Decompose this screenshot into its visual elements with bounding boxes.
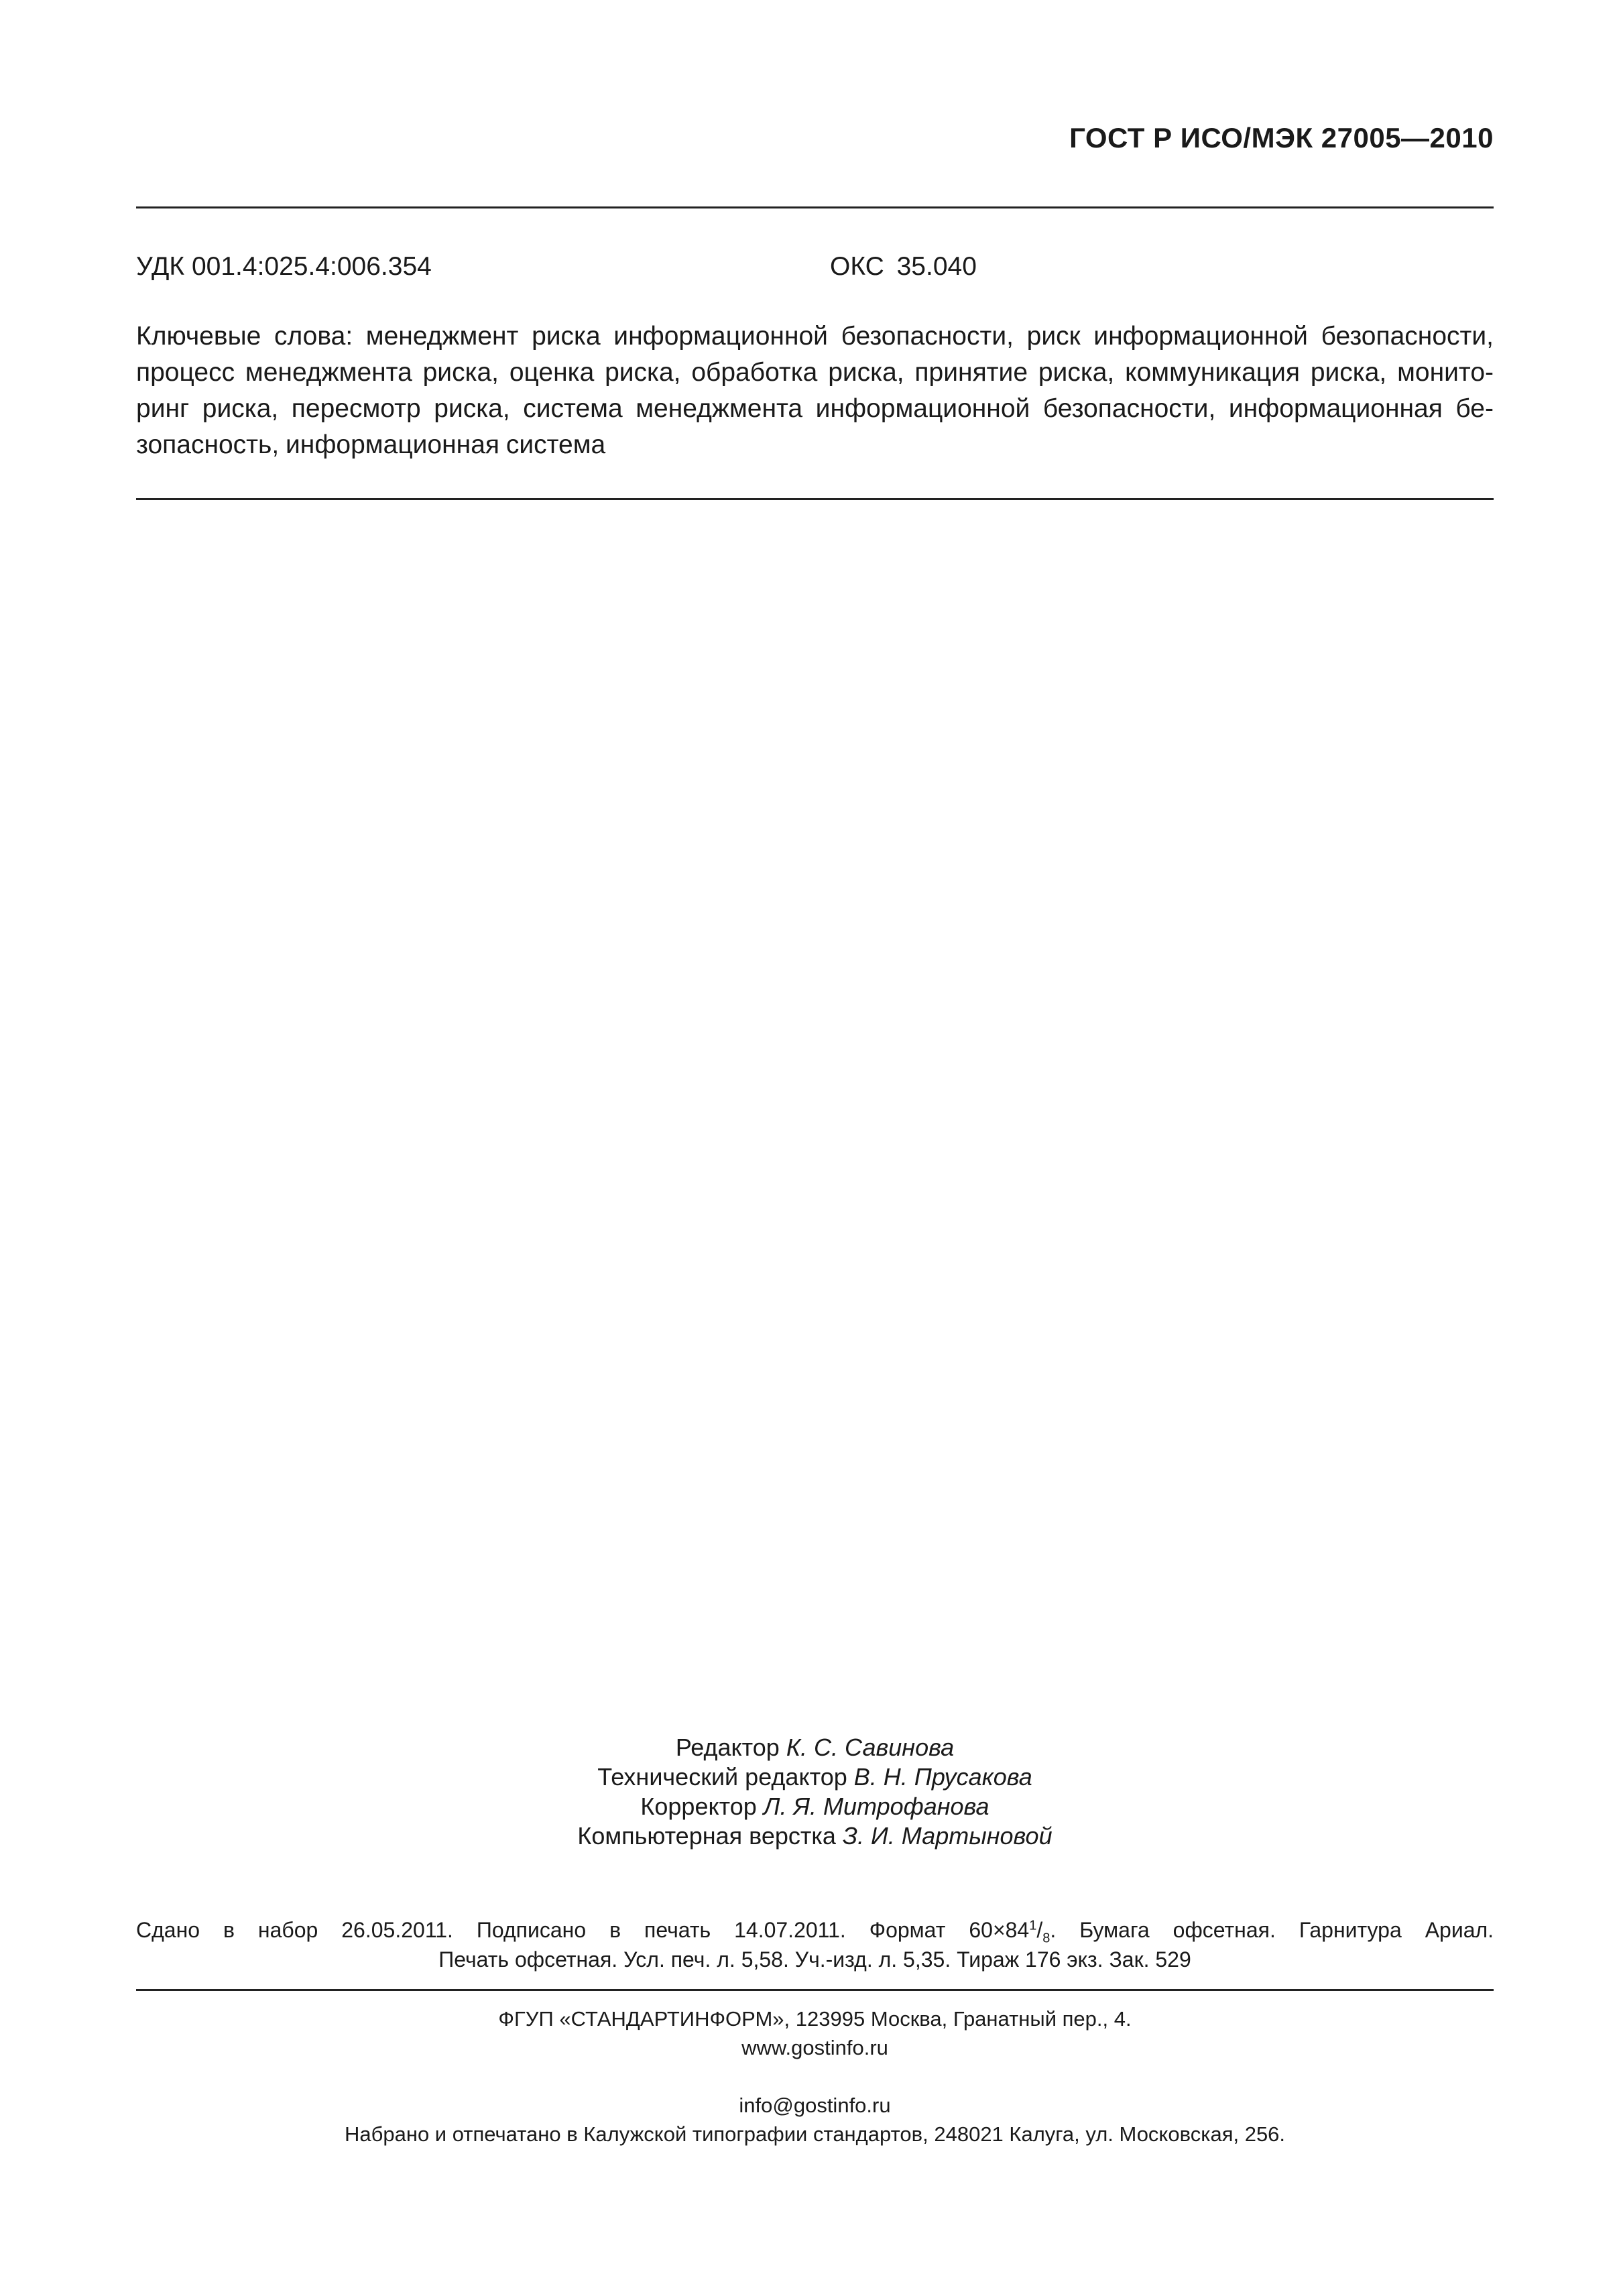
- publisher-email[interactable]: info@gostinfo.ru: [739, 2094, 891, 2117]
- credits-block: [136, 1733, 1494, 1851]
- format-sep: /: [1036, 1918, 1043, 1942]
- format-suffix: .: [1050, 1918, 1057, 1942]
- publisher-block: [136, 2004, 1494, 2149]
- signed-date: Подписано в печать 14.07.2011.: [476, 1918, 846, 1942]
- keywords-line: ринг риска, пересмотр риска, система менеджмента информационной безопасности, информационная бе-: [136, 394, 1494, 423]
- credit-name: З. И. Мартыновой: [842, 1822, 1053, 1850]
- print-info-line: [136, 1915, 1494, 1945]
- keywords-line: зопасность, информационная система: [136, 430, 606, 459]
- keywords-line: Ключевые слова: менеджмент риска информационной безопасности, риск информационной безопасности,: [136, 322, 1494, 351]
- keywords-line: процесс менеджмента риска, оценка риска, обработка риска, принятие риска, коммуникация риска, монито-: [136, 358, 1494, 387]
- udk-code: УДК 001.4:025.4:006.354: [136, 252, 432, 281]
- printer-info: Набрано и отпечатано в Калужской типографии стандартов, 248021 Калуга, ул. Московская, 256.: [344, 2122, 1286, 2146]
- credit-role: Корректор: [640, 1793, 757, 1820]
- format-prefix: Формат 60×84: [869, 1918, 1030, 1942]
- credit-name: К. С. Савинова: [786, 1734, 955, 1761]
- format-sub: 8: [1042, 1931, 1050, 1946]
- credit-editor: [136, 1733, 1494, 1762]
- credit-tech-editor: [136, 1762, 1494, 1792]
- credit-role: Редактор: [675, 1734, 780, 1761]
- print-info-line: Печать офсетная. Усл. печ. л. 5,58. Уч.-изд. л. 5,35. Тираж 176 экз. Зак. 529: [438, 1947, 1191, 1972]
- credit-role: Технический редактор: [597, 1763, 847, 1791]
- publisher-address: ФГУП «СТАНДАРТИНФОРМ», 123995 Москва, Гранатный пер., 4.: [498, 2007, 1132, 2031]
- credit-proofreader: [136, 1792, 1494, 1821]
- keywords-block: [136, 318, 1494, 463]
- paper: Бумага офсетная.: [1079, 1918, 1276, 1942]
- divider-top: [136, 206, 1494, 208]
- format-sup: 1: [1029, 1918, 1037, 1933]
- divider-keywords: [136, 498, 1494, 500]
- publisher-website[interactable]: www.gostinfo.ru: [741, 2036, 888, 2059]
- divider-bottom: [136, 1989, 1494, 1991]
- credit-layout: [136, 1821, 1494, 1851]
- credit-role: Компьютерная верстка: [577, 1822, 836, 1850]
- typeset-date: Сдано в набор 26.05.2011.: [136, 1918, 453, 1942]
- oks-code: ОКС 35.040: [830, 252, 977, 281]
- format: [869, 1918, 1057, 1946]
- print-info-block: [136, 1915, 1494, 1974]
- credit-name: В. Н. Прусакова: [853, 1763, 1032, 1791]
- typeface: Гарнитура Ариал.: [1299, 1918, 1494, 1942]
- credit-name: Л. Я. Митрофанова: [763, 1793, 989, 1820]
- publisher-contacts: [136, 2033, 1494, 2120]
- standard-code: ГОСТ Р ИСО/МЭК 27005—2010: [1069, 122, 1494, 154]
